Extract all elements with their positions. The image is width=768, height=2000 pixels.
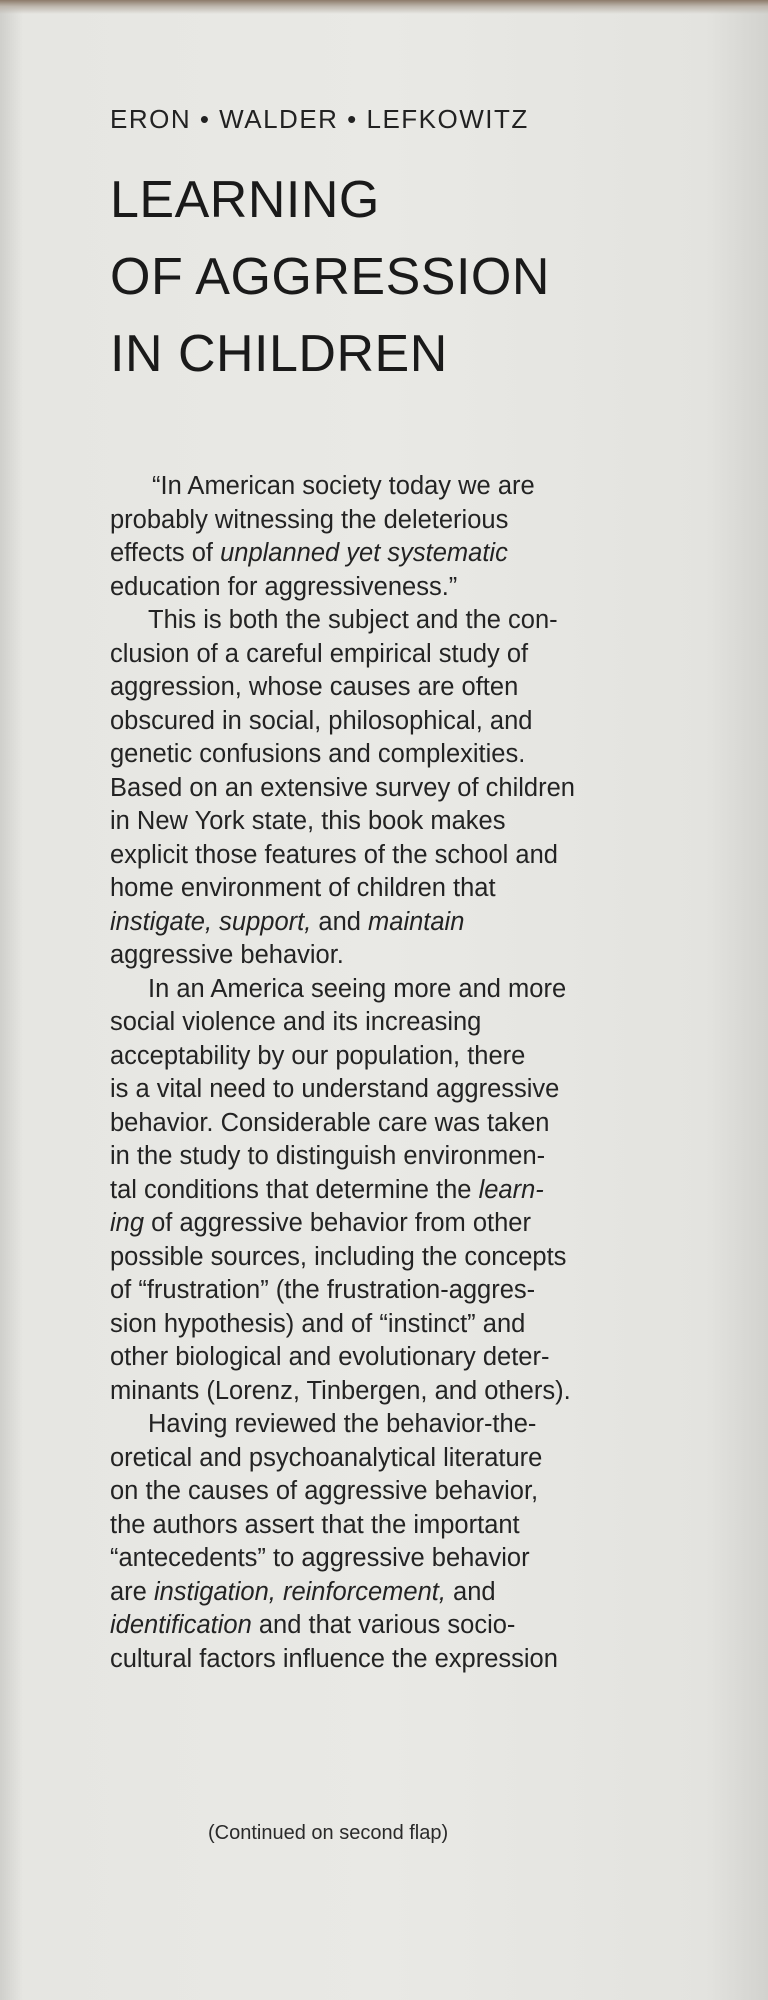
paragraph-line: home environment of children that [110,874,496,902]
paragraph-line [110,1174,670,1208]
paragraph-line: In an America seeing more and more [148,974,567,1003]
paragraph-line: minants (Lorenz, Tinbergen, and others). [110,1376,571,1405]
paragraph-line: in New York state, this book makes [110,807,506,835]
paragraph-line [110,1207,670,1241]
flap-top-edge [0,0,768,14]
paragraph-line: on the causes of aggressive behavior, [110,1477,539,1505]
text-run: and [445,1577,496,1606]
book-title [110,162,710,393]
paragraph-line: other biological and evolutionary deter- [110,1343,550,1371]
paragraph-line: social violence and its increasing [110,1008,482,1036]
paragraph-line: the authors assert that the important [110,1510,520,1539]
quote-line [110,537,670,571]
text-run: of aggressive behavior from other [144,1209,531,1237]
italic-run: instigate, support, [110,907,312,936]
text-run: are [110,1577,154,1606]
italic-run: maintain [368,907,465,936]
italic-run: learn- [478,1175,544,1204]
paragraph-line: oretical and psychoanalytical literature [110,1443,543,1472]
title-line-3: IN CHILDREN [110,325,448,383]
flap-copy [110,470,670,1676]
paragraph-line: Having reviewed the behavior-the- [148,1410,537,1438]
paragraph-line: obscured in social, philosophical, and [110,706,533,735]
italic-run: identification [110,1611,252,1639]
title-line-2: OF AGGRESSION [110,248,550,306]
paragraph-line: possible sources, including the concepts [110,1242,567,1271]
continued-note: (Continued on second flap) [208,1822,449,1844]
paragraph-line: “antecedents” to aggressive behavior [110,1544,530,1572]
text-run: effects of [110,539,221,567]
paragraph-line: aggression, whose causes are often [110,673,519,701]
paragraph-line: This is both the subject and the con- [148,606,558,634]
paragraph-line [110,1576,670,1610]
paragraph-line: Based on an extensive survey of children [110,773,575,802]
italic-run: ing [110,1209,145,1237]
paragraph-line: of “frustration” (the frustration-aggres- [110,1276,536,1304]
title-line-1: LEARNING [110,171,380,229]
text-run: and that various socio- [251,1611,516,1639]
paragraph-line: genetic confusions and complexities. [110,740,526,768]
text-run: and [311,907,369,936]
paragraph-line: is a vital need to understand aggressive [110,1075,560,1103]
paragraph-line: behavior. Considerable care was taken [110,1108,550,1137]
italic-run: instigation, reinforcement, [153,1577,446,1606]
italic-run: unplanned yet systematic [220,539,508,567]
paragraph-line: explicit those features of the school and [110,840,558,869]
paragraph-line: cultural factors influence the expression [110,1644,558,1673]
paragraph-line: sion hypothesis) and of “instinct” and [110,1309,526,1338]
paragraph-line: in the study to distinguish environmen- [110,1142,546,1170]
paragraph-line: clusion of a careful empirical study of [110,639,529,668]
quote-line: probably witnessing the deleterious [110,505,509,534]
text-run: tal conditions that determine the [110,1175,479,1204]
quote-line: education for aggressiveness.” [110,572,458,601]
author-names: ERON • WALDER • LEFKOWITZ [110,104,529,134]
paragraph-line: aggressive behavior. [110,941,344,969]
quote-line: “In American society today we are [152,472,535,500]
paragraph-line [110,1609,670,1643]
paragraph-line: acceptability by our population, there [110,1041,526,1070]
paragraph-line [110,906,670,940]
